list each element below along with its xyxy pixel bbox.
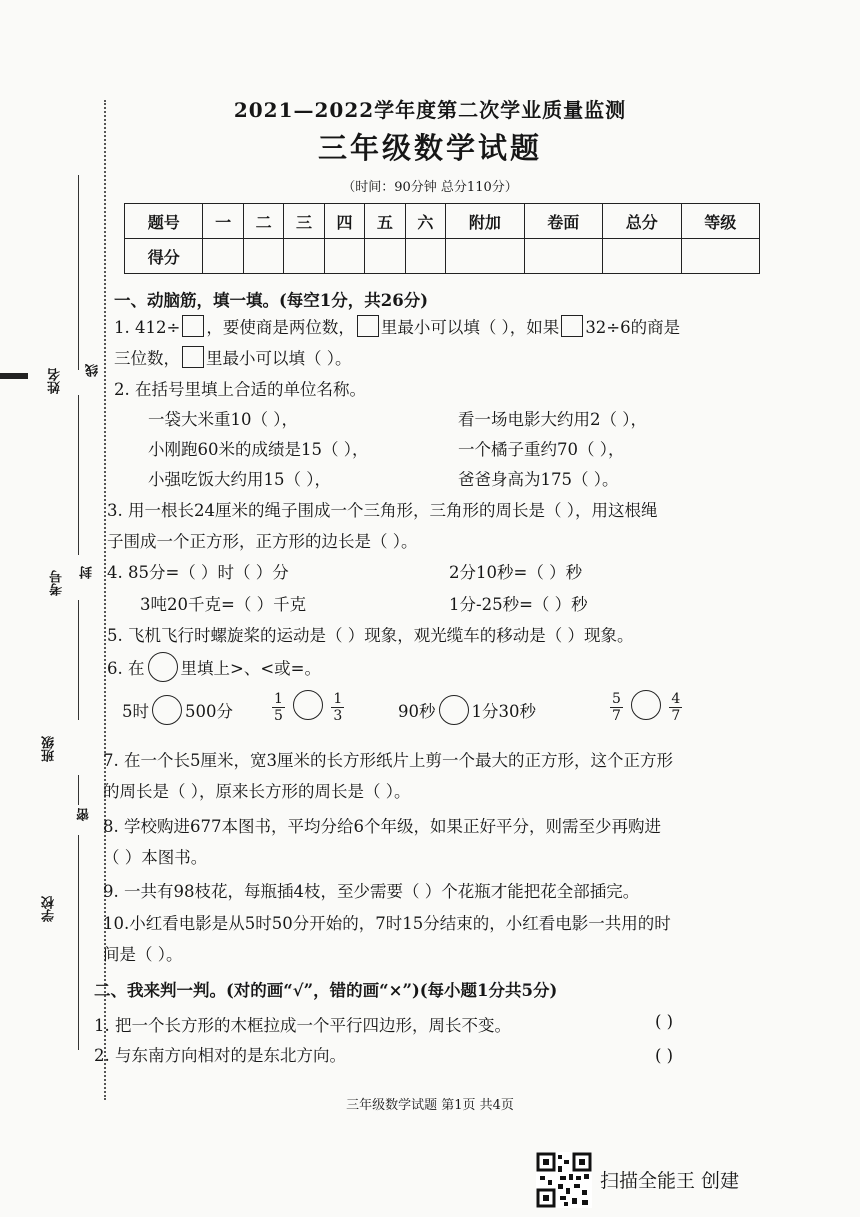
score-input-cell[interactable]: [324, 239, 364, 274]
score-input-cell[interactable]: [524, 239, 602, 274]
answer-circle[interactable]: [152, 695, 182, 725]
question-1-line-2: [114, 345, 352, 369]
side-line-school: [78, 835, 79, 1050]
question-4-item: 2分10秒=（ ）秒: [449, 563, 583, 582]
side-mark-mi: 密: [77, 808, 92, 821]
question-7-line-1: 7. 在一个长5厘米，宽3厘米的长方形纸片上剪一个最大的正方形，这个正方形: [103, 751, 673, 770]
score-header-cell: 卷面: [524, 204, 602, 239]
side-line-name: [78, 175, 79, 370]
score-header-cell: 五: [365, 204, 405, 239]
denominator: 7: [612, 708, 621, 724]
question-5: 5. 飞机飞行时螺旋桨的运动是（ ）现象，观光缆车的移动是（ ）现象。: [107, 626, 634, 645]
question-6-compare-4: [610, 690, 682, 724]
answer-box[interactable]: [561, 315, 583, 337]
question-8-line-1: 8. 学校购进677本图书，平均分给6个年级，如果正好平分，则需至少再购进: [103, 817, 661, 836]
question-6-compare-3: [398, 695, 536, 725]
score-header-cell: 题号: [125, 204, 203, 239]
side-line-mi: [78, 775, 79, 805]
question-6-compare-1: [122, 695, 233, 725]
score-header-cell: 四: [324, 204, 364, 239]
side-mark-feng: 封: [80, 566, 95, 579]
question-4-item: 4. 85分=（ ）时（ ）分: [107, 563, 289, 582]
answer-circle[interactable]: [293, 690, 323, 720]
answer-box[interactable]: [357, 315, 379, 337]
score-header-cell: 等级: [681, 204, 760, 239]
question-3-line-2: 子围成一个正方形，正方形的边长是（ ）。: [107, 532, 418, 551]
question-2-item: 一个橘子重约70（ ），: [458, 440, 625, 459]
side-label-exam-no: 考号: [50, 570, 65, 596]
exam-subtitle: 三年级数学试题: [317, 131, 542, 165]
denominator: 3: [333, 708, 343, 724]
score-input-cell[interactable]: [446, 239, 524, 274]
score-table: [124, 203, 760, 274]
judge-answer-paren[interactable]: ( ): [655, 1046, 674, 1065]
question-10-line-1: 10.小红看电影是从5时50分开始的，7时15分结束的，小红看电影一共用的时: [103, 914, 671, 933]
question-1-line-1: [114, 314, 680, 338]
q1-text-f: 里最小可以填（ ）。: [206, 349, 352, 368]
fraction-left: [610, 691, 623, 724]
question-2-item: 小刚跑60米的成绩是15（ ），: [148, 440, 369, 459]
q1-text-a: 1. 412÷: [114, 318, 181, 337]
scanner-watermark-text: 扫描全能王 创建: [600, 1170, 740, 1192]
fraction-right: [669, 691, 682, 724]
score-header-cell: 一: [203, 204, 243, 239]
score-input-cell[interactable]: [284, 239, 324, 274]
score-header-cell: 六: [405, 204, 445, 239]
judge-question-1: 1. 把一个长方形的木框拉成一个平行四边形，周长不变。: [94, 1016, 511, 1035]
score-input-cell[interactable]: [243, 239, 283, 274]
section1-heading: 一、动脑筋，填一填。(每空1分，共26分): [114, 291, 429, 310]
question-3-line-1: 3. 用一根长24厘米的绳子围成一个三角形，三角形的周长是（ ），用这根绳: [107, 501, 658, 520]
q1-text-e: 三位数，: [114, 349, 180, 368]
answer-circle[interactable]: [439, 695, 469, 725]
side-line-class: [78, 600, 79, 720]
section2-heading: 二、我来判一判。(对的画“√”，错的画“×”)(每小题1分共5分): [94, 981, 558, 1000]
side-label-name: 姓名: [48, 368, 63, 394]
answer-circle[interactable]: [148, 652, 178, 682]
question-7-line-2: 的周长是（ ），原来长方形的周长是（ ）。: [103, 782, 411, 801]
side-label-school: 学校: [42, 896, 57, 922]
question-2-item: 爸爸身高为175（ ）。: [458, 470, 619, 489]
score-input-cell[interactable]: [603, 239, 681, 274]
question-4-item: 3吨20千克=（ ）千克: [140, 595, 307, 614]
numerator: 1: [333, 691, 343, 707]
q1-text-c: 里最小可以填（ ），如果: [380, 318, 560, 337]
judge-question-2: 2. 与东南方向相对的是东北方向。: [94, 1046, 346, 1065]
answer-box[interactable]: [182, 315, 204, 337]
score-header-cell: 附加: [446, 204, 524, 239]
question-2-item: 一袋大米重10（ ），: [148, 410, 298, 429]
numerator: 4: [671, 691, 681, 707]
score-header-cell: 总分: [603, 204, 681, 239]
question-10-line-2: 间是（ ）。: [103, 945, 183, 964]
answer-circle[interactable]: [631, 690, 661, 720]
exam-meta: （时间：90分钟 总分110分）: [342, 180, 518, 195]
score-input-cell[interactable]: [405, 239, 445, 274]
question-2-item: 看一场电影大约用2（ ），: [458, 410, 647, 429]
question-9: 9. 一共有98枝花，每瓶插4枝，至少需要（ ）个花瓶才能把花全部插完。: [103, 882, 640, 901]
score-label-cell: 得分: [125, 239, 203, 274]
compare-right: 500分: [185, 702, 233, 721]
exam-title: 2021—2022学年度第二次学业质量监测: [233, 98, 627, 122]
q1-text-b: ，要使商是两位数，: [206, 318, 355, 337]
q6-text-a: 6. 在: [107, 659, 145, 678]
compare-left: 5时: [122, 702, 149, 721]
denominator: 5: [274, 708, 283, 724]
answer-box[interactable]: [182, 346, 204, 368]
question-6-compare-2: [272, 690, 344, 724]
question-2-item: 小强吃饭大约用15（ ），: [148, 470, 331, 489]
page-footer: 三年级数学试题 第1页 共4页: [346, 1098, 514, 1113]
question-2: 2. 在括号里填上合适的单位名称。: [114, 380, 366, 399]
q6-text-b: 里填上>、<或=。: [180, 659, 321, 678]
score-value-row: [125, 239, 760, 274]
qr-code-icon: [536, 1152, 592, 1208]
question-4-item: 1分-25秒=（ ）秒: [449, 595, 588, 614]
score-input-cell[interactable]: [365, 239, 405, 274]
score-input-cell[interactable]: [203, 239, 243, 274]
score-header-cell: 二: [243, 204, 283, 239]
score-header-cell: 三: [284, 204, 324, 239]
question-8-line-2: （ ）本图书。: [103, 848, 208, 867]
question-6-prompt: [107, 652, 321, 682]
fraction-left: [272, 691, 285, 724]
side-line-exam-no: [78, 395, 79, 555]
side-label-class: 班级: [42, 736, 57, 762]
score-input-cell[interactable]: [681, 239, 760, 274]
compare-right: 1分30秒: [471, 702, 536, 721]
side-mark-xian: 线: [86, 364, 101, 377]
numerator: 1: [274, 691, 283, 707]
score-header-row: [125, 204, 760, 239]
denominator: 7: [671, 708, 681, 724]
q1-text-d: 32÷6的商是: [585, 318, 681, 337]
fraction-right: [331, 691, 344, 724]
compare-left: 90秒: [398, 702, 436, 721]
binding-mark: [0, 373, 28, 379]
judge-answer-paren[interactable]: ( ): [655, 1012, 674, 1031]
numerator: 5: [612, 691, 621, 707]
